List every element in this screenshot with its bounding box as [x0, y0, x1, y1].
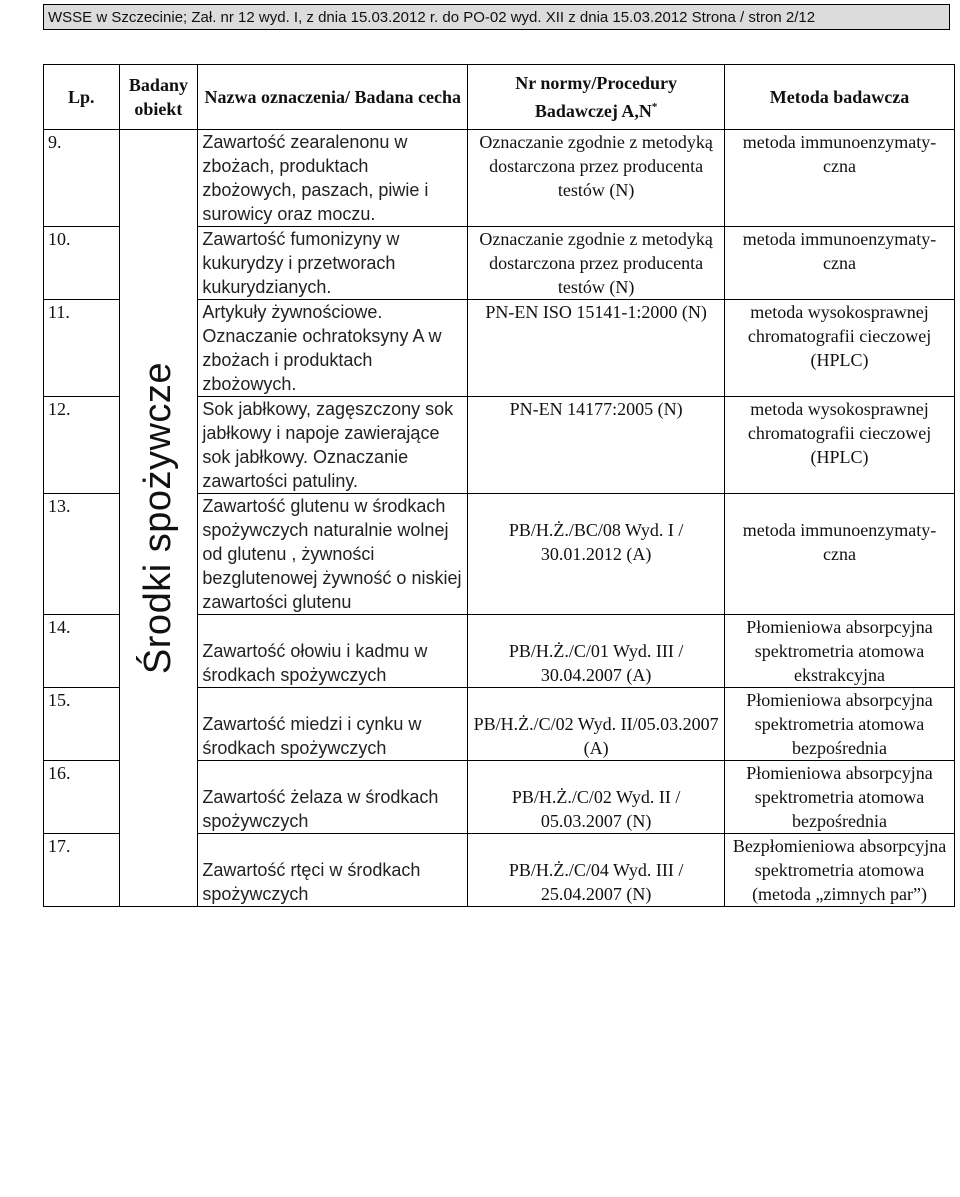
row-norm — [468, 834, 725, 907]
row-norm: PN-EN 14177:2005 (N) — [468, 397, 725, 494]
page-header: WSSE w Szczecinie; Zał. nr 12 wyd. I, z dnia 15.03.2012 r. do PO-02 wyd. XII z dnia 15.03.2012 Strona / stron 2/12 — [43, 4, 950, 30]
col-header-method: Metoda badawcza — [725, 65, 955, 130]
row-method: Płomieniowa absorpcyjna spektrometria atomowa bezpośrednia — [725, 761, 955, 834]
row-name-text: Zawartość miedzi i cynku w środkach spożywczych — [202, 714, 422, 758]
row-lp: 12. — [44, 397, 120, 494]
row-lp: 17. — [44, 834, 120, 907]
row-norm-text: PB/H.Ż./C/04 Wyd. III / 25.04.2007 (N) — [508, 860, 684, 904]
col-header-norm-text: Nr normy/Procedury Badawczej A,N — [515, 73, 678, 121]
row-method: Bezpłomieniowa absorpcyjna spektrometria atomowa (metoda „zimnych par”) — [725, 834, 955, 907]
row-name: Zawartość fumonizyny w kukurydzy i przetworach kukurydzianych. — [198, 227, 468, 300]
row-method: metoda wysokosprawnej chromatografii cieczowej (HPLC) — [725, 397, 955, 494]
col-header-object: Badany obiekt — [119, 65, 198, 130]
row-method: metoda immunoenzymaty-czna — [725, 227, 955, 300]
row-method-text: metoda immunoenzymaty-czna — [742, 520, 937, 564]
row-norm — [468, 761, 725, 834]
row-name: Zawartość glutenu w środkach spożywczych naturalnie wolnej od glutenu , żywności bezglutenowej żywność o niskiej zawartości glutenu — [198, 494, 468, 615]
row-lp: 9. — [44, 130, 120, 227]
row-name — [198, 834, 468, 907]
row-name-text: Zawartość ołowiu i kadmu w środkach spożywczych — [202, 641, 428, 685]
row-norm: Oznaczanie zgodnie z metodyką dostarczona przez producenta testów (N) — [468, 130, 725, 227]
row-norm: PN-EN ISO 15141-1:2000 (N) — [468, 300, 725, 397]
col-header-norm-sup: * — [651, 101, 658, 113]
table-row — [44, 130, 955, 227]
row-lp: 16. — [44, 761, 120, 834]
row-name-text: Zawartość rtęci w środkach spożywczych — [202, 860, 421, 904]
row-name — [198, 615, 468, 688]
row-norm-text: PB/H.Ż./C/02 Wyd. II/05.03.2007 (A) — [473, 714, 719, 758]
table-header-row — [44, 65, 955, 130]
row-method: metoda immunoenzymaty-czna — [725, 130, 955, 227]
row-name: Artykuły żywnościowe. Oznaczanie ochratoksyny A w zbożach i produktach zbożowych. — [198, 300, 468, 397]
row-norm-text: PB/H.Ż./C/01 Wyd. III / 30.04.2007 (A) — [508, 641, 684, 685]
row-lp: 13. — [44, 494, 120, 615]
row-norm: Oznaczanie zgodnie z metodyką dostarczona przez producenta testów (N) — [468, 227, 725, 300]
methods-table — [43, 64, 955, 907]
row-name: Zawartość zearalenonu w zbożach, produktach zbożowych, paszach, piwie i surowicy oraz moczu. — [198, 130, 468, 227]
col-header-lp: Lp. — [44, 65, 120, 130]
row-lp: 10. — [44, 227, 120, 300]
row-name: Sok jabłkowy, zagęszczony sok jabłkowy i napoje zawierające sok jabłkowy. Oznaczanie zawartości patuliny. — [198, 397, 468, 494]
row-name — [198, 688, 468, 761]
row-norm-text: PB/H.Ż./C/02 Wyd. II / 05.03.2007 (N) — [511, 787, 681, 831]
row-name-text: Zawartość żelaza w środkach spożywczych — [202, 787, 439, 831]
row-norm — [468, 494, 725, 615]
col-header-name: Nazwa oznaczenia/ Badana cecha — [198, 65, 468, 130]
row-method: Płomieniowa absorpcyjna spektrometria atomowa bezpośrednia — [725, 688, 955, 761]
object-group-label: Środki spożywcze — [137, 361, 180, 675]
row-lp: 11. — [44, 300, 120, 397]
row-lp: 15. — [44, 688, 120, 761]
row-lp: 14. — [44, 615, 120, 688]
object-group-cell — [119, 130, 198, 907]
row-norm — [468, 688, 725, 761]
row-method: Płomieniowa absorpcyjna spektrometria atomowa ekstrakcyjna — [725, 615, 955, 688]
row-method — [725, 494, 955, 615]
row-method: metoda wysokosprawnej chromatografii cieczowej (HPLC) — [725, 300, 955, 397]
row-norm — [468, 615, 725, 688]
col-header-norm — [468, 65, 725, 130]
row-name — [198, 761, 468, 834]
row-norm-text: PB/H.Ż./BC/08 Wyd. I / 30.01.2012 (A) — [508, 520, 684, 564]
